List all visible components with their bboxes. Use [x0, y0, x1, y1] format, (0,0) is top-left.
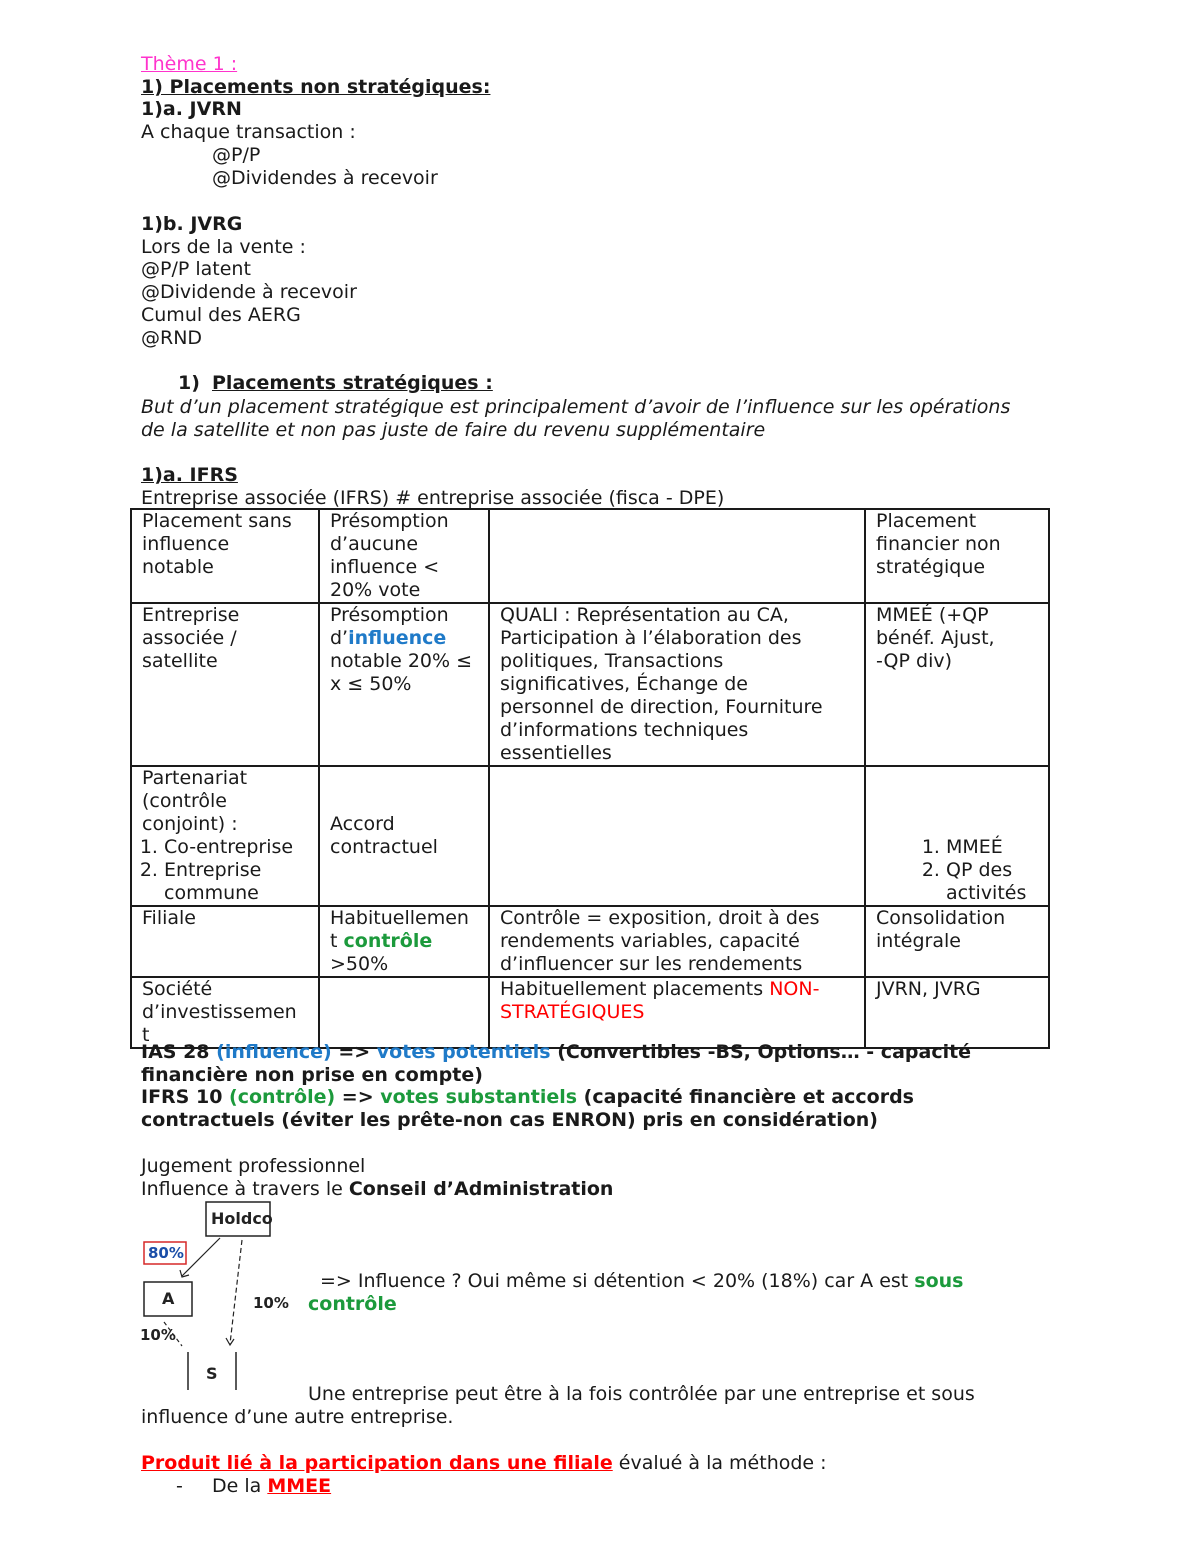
entreprise-note-cont: influence d’une autre entreprise. — [141, 1406, 454, 1428]
s-label: S — [206, 1364, 218, 1383]
section-1-heading: 1) Placements non stratégiques: — [141, 76, 491, 98]
mmee-line: De la MMEE — [212, 1475, 332, 1497]
jugement-text: Jugement professionnel — [141, 1155, 366, 1177]
table-cell: Présomption d’influence notable 20% ≤ x ≤ 50% — [319, 603, 489, 766]
table-cell: MMEÉ (+QP bénéf. Ajust, -QP div) — [865, 603, 1049, 766]
section-1a-intro: A chaque transaction : — [141, 121, 356, 143]
table-cell — [489, 509, 865, 603]
section-1b-intro: Lors de la vente : — [141, 236, 306, 258]
table-cell: Contrôle = exposition, droit à des rendements variables, capacité d’influencer sur les rendements — [489, 906, 865, 977]
section-1b-item: Cumul des AERG — [141, 304, 301, 326]
influence-text: Influence à travers le Conseil d’Administration — [141, 1178, 614, 1200]
table-cell — [865, 766, 1049, 906]
table-row — [131, 906, 1049, 977]
table-row — [131, 603, 1049, 766]
holdco-label: Holdco — [211, 1209, 273, 1228]
ifrs10-line-cont: contractuels (éviter les prête-non cas ENRON) pris en considération) — [141, 1109, 878, 1131]
section-2-goal: But d’un placement stratégique est principalement d’avoir de l’influence sur les opérations — [141, 396, 1011, 418]
section-2-number: 1) — [178, 372, 200, 394]
controle-keyword: contrôle — [343, 930, 433, 952]
table-cell: Consolidation intégrale — [865, 906, 1049, 977]
table-cell — [489, 766, 865, 906]
section-1b-item: @RND — [141, 327, 203, 349]
pct-80-label: 80% — [148, 1244, 184, 1262]
table-cell: Habituellemen t contrôle >50% — [319, 906, 489, 977]
influence-conclusion: => Influence ? Oui même si détention < 20% (18%) car A est sous — [320, 1270, 964, 1292]
classification-table — [130, 508, 1050, 1049]
section-1b-item: @P/P latent — [141, 258, 251, 280]
ifrs10-line: IFRS 10 (contrôle) => votes substantiels (capacité financière et accords — [141, 1086, 914, 1108]
table-cell: Placement financier non stratégique — [865, 509, 1049, 603]
section-2-heading: Placements stratégiques : — [212, 372, 493, 394]
pct-10-left-label: 10% — [140, 1326, 176, 1344]
ias28-line-cont: financière non prise en compte) — [141, 1064, 483, 1086]
theme-title: Thème 1 : — [141, 53, 238, 75]
table-cell: Entreprise associée / satellite — [131, 603, 319, 766]
bullet-dash: - — [176, 1475, 183, 1497]
table-row — [131, 766, 1049, 906]
ifrs-subtitle: Entreprise associée (IFRS) # entreprise associée (fisca - DPE) — [141, 487, 725, 509]
table-cell: JVRN, JVRG — [865, 977, 1049, 1048]
ownership-diagram — [138, 1198, 298, 1398]
table-cell: Placement sans influence notable — [131, 509, 319, 603]
list-item: 2. QP des activités — [946, 859, 1040, 905]
influence-keyword: influence — [348, 627, 447, 649]
table-row — [131, 977, 1049, 1048]
table-cell: Filiale — [131, 906, 319, 977]
table-cell: Présomption d’aucune influence < 20% vote — [319, 509, 489, 603]
list-item: 1. Co-entreprise — [164, 836, 316, 859]
section-1a-heading: 1)a. JVRN — [141, 98, 242, 120]
table-cell: Partenariat (contrôle conjoint) : 1. Co-entreprise 2. Entreprise commune — [131, 766, 319, 906]
a-label: A — [162, 1289, 175, 1308]
section-1a-item: @P/P — [212, 144, 261, 166]
list-item: 1. MMEÉ — [946, 836, 1040, 859]
pct-10-right-label: 10% — [253, 1294, 289, 1312]
section-1b-item: @Dividende à recevoir — [141, 281, 357, 303]
list-item: 2. Entreprise commune — [164, 859, 316, 905]
table-cell: QUALI : Représentation au CA, Participation à l’élaboration des politiques, Transactions significatives, Échange de personnel de direction, Fourniture d’informations techniques essentielles — [489, 603, 865, 766]
section-2-goal: de la satellite et non pas juste de faire du revenu supplémentaire — [141, 419, 766, 441]
produit-line: Produit lié à la participation dans une filiale évalué à la méthode : — [141, 1452, 827, 1474]
entreprise-note: Une entreprise peut être à la fois contrôlée par une entreprise et sous — [308, 1383, 975, 1405]
table-cell: Accord contractuel — [319, 766, 489, 906]
table-row — [131, 509, 1049, 603]
table-cell: Société d’investissemen t — [131, 977, 319, 1048]
table-cell — [319, 977, 489, 1048]
section-1a-item: @Dividendes à recevoir — [212, 167, 438, 189]
influence-conclusion-cont: contrôle — [308, 1293, 397, 1315]
section-1b-heading: 1)b. JVRG — [141, 213, 243, 235]
ifrs-heading: 1)a. IFRS — [141, 464, 238, 486]
table-cell: Habituellement placements NON- STRATÉGIQUES — [489, 977, 865, 1048]
ias28-line: IAS 28 (influence) => votes potentiels (Convertibles -BS, Options… - capacité — [141, 1041, 972, 1063]
